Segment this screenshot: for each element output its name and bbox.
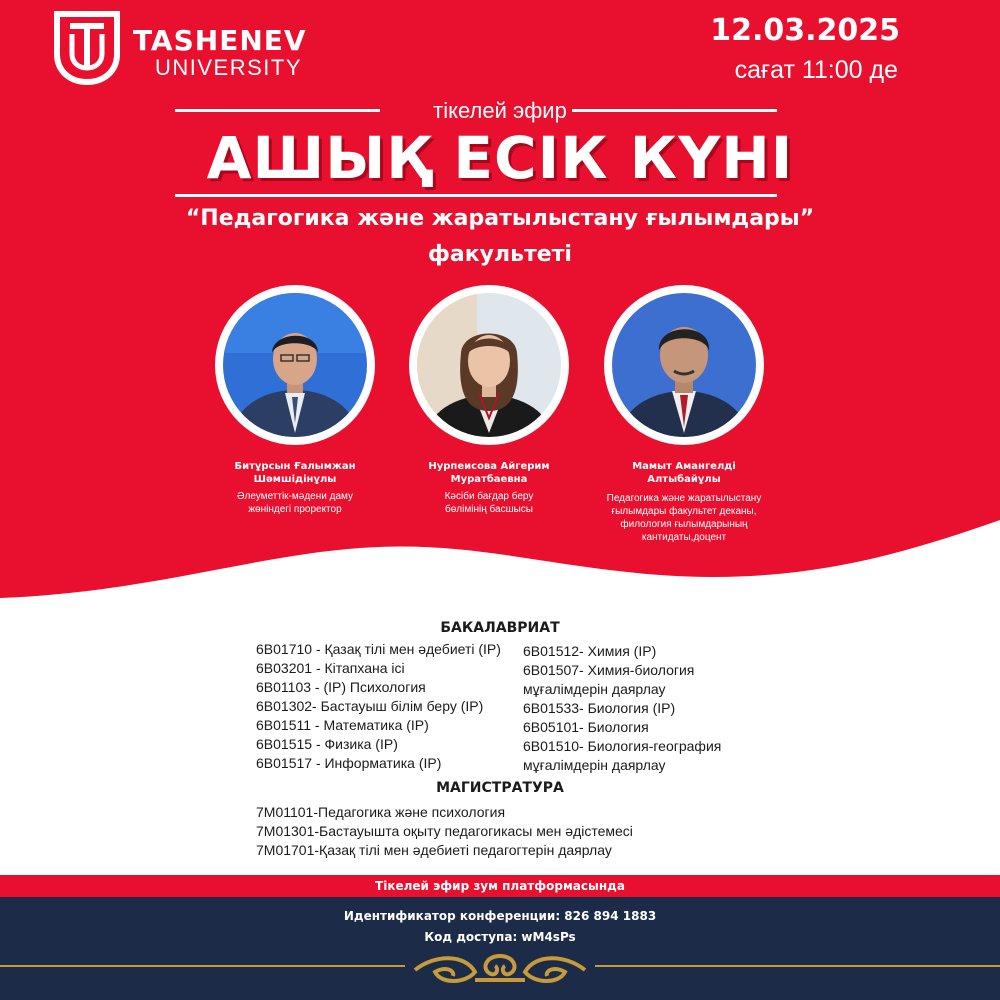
program-item: мұғалімдерін даярлау	[523, 757, 666, 773]
program-item: 6В01517 - Информатика (IP)	[256, 755, 442, 771]
speaker-3-photo	[604, 285, 764, 445]
speaker-3-name	[584, 460, 784, 486]
gold-divider-right	[595, 965, 1000, 967]
speaker-1-role-line1: Әлеуметтік-мәдени даму	[237, 491, 353, 502]
program-item: 6В01533- Биология (IP)	[523, 700, 676, 716]
speaker-3-portrait-icon	[612, 293, 756, 437]
speaker-2-role-line2: бөлімінің басшысы	[445, 504, 533, 515]
bachelor-list-right	[523, 642, 721, 775]
speaker-1-photo	[215, 285, 375, 445]
master-title: МАГИСТРАТУРА	[436, 780, 564, 796]
speaker-1-name-line2: Шәмшідінұлы	[253, 474, 337, 485]
brand-name: TASHENEV	[133, 24, 307, 57]
program-item: 6В01302- Бастауыш білім беру (IP)	[256, 698, 484, 714]
speaker-3-name-line2: Алтыбайұлы	[647, 474, 721, 485]
faculty-label: факультеті	[428, 242, 572, 267]
program-item: 6В01510- Биология-география	[523, 738, 722, 754]
program-item: 7М01101-Педагогика және психология	[256, 804, 506, 820]
bachelor-list-left	[256, 640, 501, 773]
program-item: 6В01710 - Қазақ тілі мен әдебиеті (IP)	[256, 641, 501, 657]
speaker-2-photo	[409, 285, 569, 445]
speaker-3-role	[574, 492, 794, 544]
speaker-3-role-line3: филология ғылымдарының	[620, 519, 748, 530]
faculty-name: “Педагогика және жаратылыстану ғылымдары”	[185, 206, 815, 231]
speaker-1-name	[195, 460, 395, 486]
master-list	[256, 803, 633, 860]
speaker-3-role-line2: ғылымдары факультет деканы,	[611, 506, 757, 517]
program-item: 6В01511 - Математика (IP)	[256, 717, 429, 733]
program-item: 6В01512- Химия (IP)	[523, 643, 657, 659]
speaker-2-name-line1: Нурпеисова Айгерим	[428, 461, 550, 472]
access-code: Код доступа: wM4sPs	[424, 930, 576, 944]
brand-subtitle: UNIVERSITY	[155, 55, 303, 80]
speaker-1-role	[195, 490, 395, 516]
program-item: 6В01103 - (IP) Психология	[256, 679, 426, 695]
program-item: 7М01701-Қазақ тілі мен әдебиеті педагогтерін даярлау	[256, 842, 612, 858]
university-brand	[133, 26, 307, 80]
program-item: 6В01507- Химия-биология	[523, 662, 695, 678]
program-item: мұғалімдерін даярлау	[523, 681, 666, 697]
speaker-2-portrait-icon	[417, 293, 561, 437]
speaker-1-portrait-icon	[223, 293, 367, 437]
event-time: сағат 11:00 де	[734, 56, 898, 84]
program-item: 6В01515 - Физика (IP)	[256, 736, 398, 752]
speaker-1-name-line1: Битұрсын Ғалымжан	[234, 461, 356, 472]
speaker-1-role-line2: жөніндегі проректор	[248, 504, 342, 515]
title-rule-bottom	[175, 194, 777, 197]
university-logo-icon	[52, 10, 122, 86]
speaker-3-name-line1: Мамыт Амангелді	[632, 461, 736, 472]
gold-divider-left	[0, 965, 405, 967]
program-item: 7М01301-Бастауышта оқыту педагогикасы мен әдістемесі	[256, 823, 633, 839]
speaker-2-name-line2: Муратбаевна	[450, 474, 528, 485]
live-label: тікелей эфир	[433, 98, 567, 123]
conference-id: Идентификатор конференции: 826 894 1883	[343, 909, 657, 923]
speaker-3-role-line1: Педагогика және жаратылыстану	[606, 493, 762, 504]
zoom-platform-banner: Тікелей эфир зум платформасында	[0, 875, 1000, 897]
bachelor-title: БАКАЛАВРИАТ	[440, 620, 560, 636]
program-item: 6В03201 - Кітапхана ісі	[256, 660, 405, 676]
speaker-2-role	[389, 490, 589, 516]
speaker-3-role-line4: кантидаты,доцент	[641, 532, 727, 543]
ornament-icon	[405, 950, 595, 990]
speaker-2-name	[389, 460, 589, 486]
event-date: 12.03.2025	[710, 13, 900, 48]
program-item: 6В05101- Биология	[523, 719, 649, 735]
event-title: АШЫҚ ЕСІК КҮНІ	[206, 124, 794, 192]
speaker-2-role-line1: Кәсіби бағдар беру	[444, 491, 534, 502]
